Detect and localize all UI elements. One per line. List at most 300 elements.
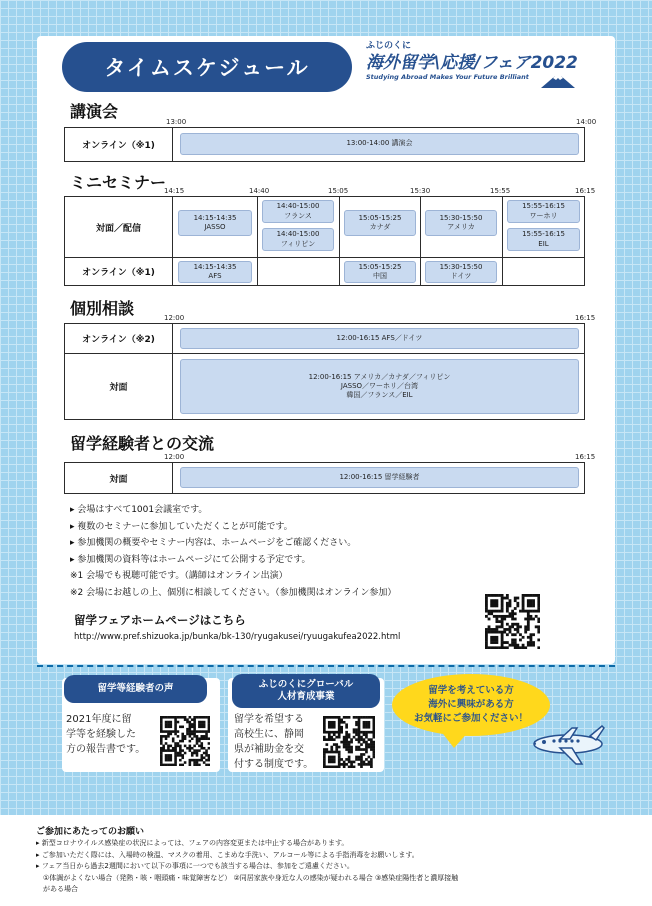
qr-module — [203, 721, 206, 724]
qr-module — [328, 756, 331, 759]
qr-module — [340, 728, 343, 731]
qr-module — [368, 716, 371, 719]
bubble-tail — [440, 730, 470, 748]
qr-module — [532, 594, 535, 597]
note-item: ※2 会場にお越しの上、個別に相談してください。（参加機関はオンライン参加） — [70, 587, 397, 598]
qr-module — [501, 597, 504, 600]
qr-module — [162, 716, 165, 719]
qr-module — [340, 718, 343, 721]
seminar-org: 中国 — [373, 272, 387, 280]
qr-module — [330, 751, 333, 754]
qr-module — [506, 646, 509, 649]
qr-module — [162, 730, 165, 733]
qr-module — [514, 612, 517, 615]
qr-module — [177, 752, 180, 755]
qr-module — [485, 602, 488, 605]
qr-module — [532, 641, 535, 644]
qr-module — [205, 716, 208, 719]
qr-module — [193, 764, 196, 766]
qr-module — [203, 752, 206, 755]
qr-module — [495, 620, 498, 623]
qr-module — [363, 741, 366, 744]
qr-module — [358, 758, 361, 761]
qr-module — [165, 749, 168, 752]
qr-module — [323, 738, 326, 741]
logo-main-text: 海外留学\応援/フェア2022 — [366, 53, 578, 73]
qr-module — [181, 735, 184, 738]
qr-module — [170, 754, 173, 757]
qr-module — [345, 716, 348, 719]
qr-module — [503, 597, 506, 600]
qr-module — [358, 723, 361, 726]
qr-module — [193, 723, 196, 726]
qr-module — [373, 721, 375, 724]
qr-module — [522, 644, 525, 647]
qr-module — [174, 723, 177, 726]
qr-module — [485, 604, 488, 607]
lecture-event-text: 13:00-14:00 講演会 — [346, 139, 413, 148]
qr-module — [198, 745, 201, 748]
qr-module — [189, 759, 192, 762]
qr-module — [208, 718, 210, 721]
qr-module — [191, 733, 194, 736]
qr-module — [373, 753, 375, 756]
qr-module — [348, 736, 351, 739]
qr-module — [328, 736, 331, 739]
qr-module — [343, 746, 346, 749]
qr-module — [501, 641, 504, 644]
qr-module — [167, 745, 170, 748]
qr-module — [537, 604, 540, 607]
qr-module — [537, 646, 540, 649]
qr-module — [501, 620, 504, 623]
seminar-bar — [507, 200, 580, 223]
table-divider — [172, 462, 173, 494]
qr-module — [189, 764, 192, 766]
qr-module — [328, 726, 331, 729]
program-heading-line: ふじのくにグローバル — [258, 678, 354, 690]
qr-module — [373, 731, 375, 734]
qr-module — [373, 746, 375, 749]
qr-module — [345, 738, 348, 741]
qr-module — [353, 736, 356, 739]
qr-module — [196, 730, 199, 733]
qr-module — [196, 764, 199, 766]
qr-module — [360, 766, 363, 768]
qr-module — [170, 764, 173, 766]
qr-module — [160, 735, 163, 738]
qr-module — [363, 753, 366, 756]
exchange-event-text: 12:00-16:15 留学経験者 — [339, 472, 420, 481]
qr-module — [200, 754, 203, 757]
qr-module — [363, 763, 366, 766]
qr-module — [165, 759, 168, 762]
qr-module — [165, 726, 168, 729]
consult-online-text: 12:00-16:15 AFS／ドイツ — [336, 333, 423, 342]
consult-inperson-bar — [180, 359, 579, 414]
qr-module — [162, 749, 165, 752]
qr-module — [333, 738, 336, 741]
qr-module — [330, 738, 333, 741]
qr-module — [170, 723, 173, 726]
notice-list — [36, 838, 626, 896]
qr-module — [358, 756, 361, 759]
qr-module — [350, 766, 353, 768]
qr-module — [338, 728, 341, 731]
qr-module — [338, 726, 341, 729]
qr-module — [167, 726, 170, 729]
qr-module — [501, 625, 504, 628]
qr-module — [373, 728, 375, 731]
qr-module — [177, 735, 180, 738]
exchange-row-label: 対面 — [109, 474, 128, 485]
qr-module — [335, 716, 338, 719]
qr-module — [174, 718, 177, 721]
qr-module — [503, 641, 506, 644]
qr-module — [532, 610, 535, 613]
qr-module — [485, 607, 488, 610]
qr-module — [353, 728, 356, 731]
mini-tick-4: 15:30 — [410, 187, 431, 195]
qr-module — [189, 726, 192, 729]
qr-module — [355, 748, 358, 751]
qr-module — [323, 716, 326, 719]
qr-module — [514, 646, 517, 649]
seminar-org: カナダ — [369, 223, 391, 231]
qr-module — [360, 731, 363, 734]
qr-module — [358, 736, 361, 739]
qr-module — [177, 754, 180, 757]
qr-module — [348, 743, 351, 746]
qr-module — [373, 751, 375, 754]
qr-module — [527, 599, 530, 602]
qr-module — [365, 741, 368, 744]
qr-module — [363, 716, 366, 719]
table-divider — [339, 196, 340, 286]
qr-module — [330, 721, 333, 724]
qr-module — [170, 745, 173, 748]
qr-module — [488, 612, 491, 615]
qr-module — [198, 740, 201, 743]
qr-module — [343, 763, 346, 766]
exchange-start-tick: 12:00 — [164, 453, 185, 461]
qr-module — [501, 631, 504, 634]
qr-module — [335, 751, 338, 754]
qr-module — [495, 594, 498, 597]
qr-module — [522, 607, 525, 610]
qr-module — [208, 764, 210, 766]
qr-module — [343, 738, 346, 741]
qr-module — [174, 721, 177, 724]
qr-module — [355, 731, 358, 734]
qr-module — [172, 764, 175, 766]
qr-module — [522, 636, 525, 639]
qr-module — [360, 716, 363, 719]
qr-module — [200, 730, 203, 733]
qr-module — [490, 636, 493, 639]
qr-module — [506, 594, 509, 597]
qr-module — [368, 761, 371, 764]
qr-module — [181, 740, 184, 743]
qr-module — [205, 759, 208, 762]
qr-module — [179, 747, 182, 750]
seminar-time: 15:05-15:25 — [358, 262, 402, 271]
qr-module — [493, 631, 496, 634]
voices-line: 2021年度に留 — [66, 714, 132, 725]
qr-module — [511, 610, 514, 613]
qr-module — [162, 747, 165, 750]
qr-module — [191, 718, 194, 721]
qr-module — [490, 628, 493, 631]
qr-module — [527, 628, 530, 631]
qr-module — [522, 602, 525, 605]
qr-module — [532, 633, 535, 636]
qr-module — [370, 743, 373, 746]
qr-module — [509, 599, 512, 602]
qr-module — [527, 644, 530, 647]
qr-module — [174, 754, 177, 757]
qr-module — [490, 612, 493, 615]
qr-module — [522, 599, 525, 602]
qr-module — [328, 716, 331, 719]
qr-module — [203, 730, 206, 733]
qr-module — [193, 759, 196, 762]
qr-module — [363, 726, 366, 729]
qr-module — [363, 723, 366, 726]
qr-module — [348, 716, 351, 719]
qr-module — [325, 751, 328, 754]
exchange-title: 留学経験者との交流 — [70, 434, 215, 453]
qr-module — [532, 599, 535, 602]
qr-module — [325, 738, 328, 741]
qr-module — [537, 607, 540, 610]
program-line: 付する制度です。 — [234, 759, 314, 770]
qr-module — [488, 628, 491, 631]
qr-module — [189, 745, 192, 748]
qr-module — [174, 716, 177, 719]
qr-module — [177, 730, 180, 733]
qr-module — [348, 746, 351, 749]
note-item: ▸ 参加機関の資料等はホームページにて公開する予定です。 — [70, 554, 311, 565]
qr-module — [498, 646, 501, 649]
qr-module — [338, 731, 341, 734]
qr-module — [325, 766, 328, 768]
qr-module — [333, 721, 336, 724]
qr-module — [193, 718, 196, 721]
qr-module — [501, 615, 504, 618]
qr-module — [345, 733, 348, 736]
program-line: 県が補助金を交 — [234, 744, 304, 755]
qr-module — [493, 604, 496, 607]
qr-module — [373, 736, 375, 739]
qr-module — [193, 716, 196, 719]
qr-module — [498, 594, 501, 597]
qr-module — [527, 610, 530, 613]
notice-item: がある場合 — [36, 885, 78, 894]
qr-module — [373, 733, 375, 736]
qr-module — [530, 636, 533, 639]
qr-module — [205, 730, 208, 733]
qr-module — [368, 738, 371, 741]
qr-module — [522, 594, 525, 597]
qr-module — [363, 748, 366, 751]
qr-module — [498, 610, 501, 613]
qr-module — [506, 602, 509, 605]
qr-module — [330, 756, 333, 759]
qr-module — [360, 736, 363, 739]
qr-module — [511, 639, 514, 642]
qr-module — [328, 761, 331, 764]
qr-module — [506, 597, 509, 600]
qr-module — [358, 721, 361, 724]
qr-module — [514, 623, 517, 626]
qr-module — [338, 733, 341, 736]
qr-module — [200, 745, 203, 748]
exchange-end-tick: 16:15 — [575, 453, 596, 461]
qr-module — [509, 644, 512, 647]
qr-module — [160, 759, 163, 762]
qr-module — [172, 740, 175, 743]
qr-module — [160, 730, 163, 733]
qr-module — [511, 633, 514, 636]
qr-module — [363, 731, 366, 734]
qr-module — [179, 754, 182, 757]
qr-module — [181, 754, 184, 757]
qr-module — [333, 726, 336, 729]
seminar-time: 14:15-14:35 — [193, 213, 237, 222]
qr-module — [345, 748, 348, 751]
qr-module — [527, 594, 530, 597]
qr-module — [323, 736, 326, 739]
qr-module — [205, 752, 208, 755]
qr-module — [167, 756, 170, 759]
qr-module — [193, 728, 196, 731]
qr-module — [509, 615, 512, 618]
voices-qr-code[interactable] — [160, 716, 210, 766]
qr-module — [184, 752, 187, 755]
seminar-bar — [262, 200, 334, 223]
homepage-url-link[interactable]: http://www.pref.shizuoka.jp/bunka/bk-130/ryugakusei/ryuugakufea2022.html — [74, 632, 401, 642]
qr-module — [527, 623, 530, 626]
qr-module — [333, 761, 336, 764]
qr-module — [345, 743, 348, 746]
qr-module — [488, 618, 491, 621]
qr-module — [167, 730, 170, 733]
qr-module — [343, 743, 346, 746]
qr-module — [360, 756, 363, 759]
qr-module — [323, 753, 326, 756]
program-heading-line: 人材育成事業 — [277, 691, 335, 702]
qr-module — [330, 758, 333, 761]
voices-heading: 留学等経験者の声 — [64, 675, 207, 703]
qr-module — [177, 742, 180, 745]
qr-module — [160, 754, 163, 757]
qr-module — [495, 625, 498, 628]
qr-module — [490, 610, 493, 613]
qr-module — [365, 743, 368, 746]
bubble-line: 海外に興味がある方 — [428, 699, 514, 710]
qr-module — [506, 610, 509, 613]
qr-module — [198, 764, 201, 766]
consult-row1-label: オンライン（※2) — [82, 335, 155, 345]
qr-module — [530, 644, 533, 647]
qr-module — [350, 738, 353, 741]
qr-module — [365, 721, 368, 724]
program-heading — [232, 674, 380, 708]
qr-module — [165, 721, 168, 724]
qr-module — [333, 731, 336, 734]
qr-module — [348, 758, 351, 761]
qr-module — [208, 754, 210, 757]
qr-module — [355, 738, 358, 741]
qr-module — [532, 644, 535, 647]
qr-module — [355, 756, 358, 759]
qr-module — [191, 747, 194, 750]
qr-module — [493, 636, 496, 639]
qr-module — [160, 756, 163, 759]
qr-module — [338, 736, 341, 739]
qr-module — [193, 745, 196, 748]
qr-module — [488, 594, 491, 597]
qr-module — [193, 730, 196, 733]
qr-module — [363, 738, 366, 741]
consult-inperson-line: JASSO／ワーホリ／台湾 — [340, 381, 419, 390]
consult-inperson-line: 12:00-16:15 アメリカ／カナダ／フィリピン — [308, 372, 451, 381]
qr-module — [160, 716, 163, 719]
qr-module — [511, 644, 514, 647]
seminar-org: AFS — [208, 272, 222, 280]
qr-module — [490, 641, 493, 644]
qr-module — [189, 721, 192, 724]
qr-module — [527, 620, 530, 623]
qr-module — [335, 766, 338, 768]
qr-module — [330, 716, 333, 719]
qr-module — [519, 610, 522, 613]
qr-module — [193, 721, 196, 724]
program-description — [234, 712, 313, 772]
qr-module — [167, 749, 170, 752]
mount-fuji-icon — [541, 74, 581, 88]
homepage-qr-code[interactable] — [485, 594, 540, 649]
qr-module — [186, 728, 189, 731]
qr-module — [343, 761, 346, 764]
qr-module — [345, 723, 348, 726]
qr-module — [328, 738, 331, 741]
qr-module — [198, 726, 201, 729]
qr-module — [519, 646, 522, 649]
qr-module — [323, 728, 326, 731]
qr-module — [516, 628, 519, 631]
qr-module — [358, 763, 361, 766]
qr-module — [358, 716, 361, 719]
qr-module — [338, 766, 341, 768]
qr-module — [358, 726, 361, 729]
qr-module — [345, 746, 348, 749]
qr-module — [501, 594, 504, 597]
qr-module — [170, 749, 173, 752]
qr-module — [501, 639, 504, 642]
exchange-event-bar — [180, 467, 579, 488]
program-qr-code[interactable] — [323, 716, 375, 768]
qr-module — [160, 728, 163, 731]
qr-module — [485, 644, 488, 647]
qr-module — [370, 731, 373, 734]
qr-module — [174, 747, 177, 750]
qr-module — [537, 628, 540, 631]
qr-module — [509, 628, 512, 631]
qr-module — [373, 726, 375, 729]
qr-module — [365, 723, 368, 726]
